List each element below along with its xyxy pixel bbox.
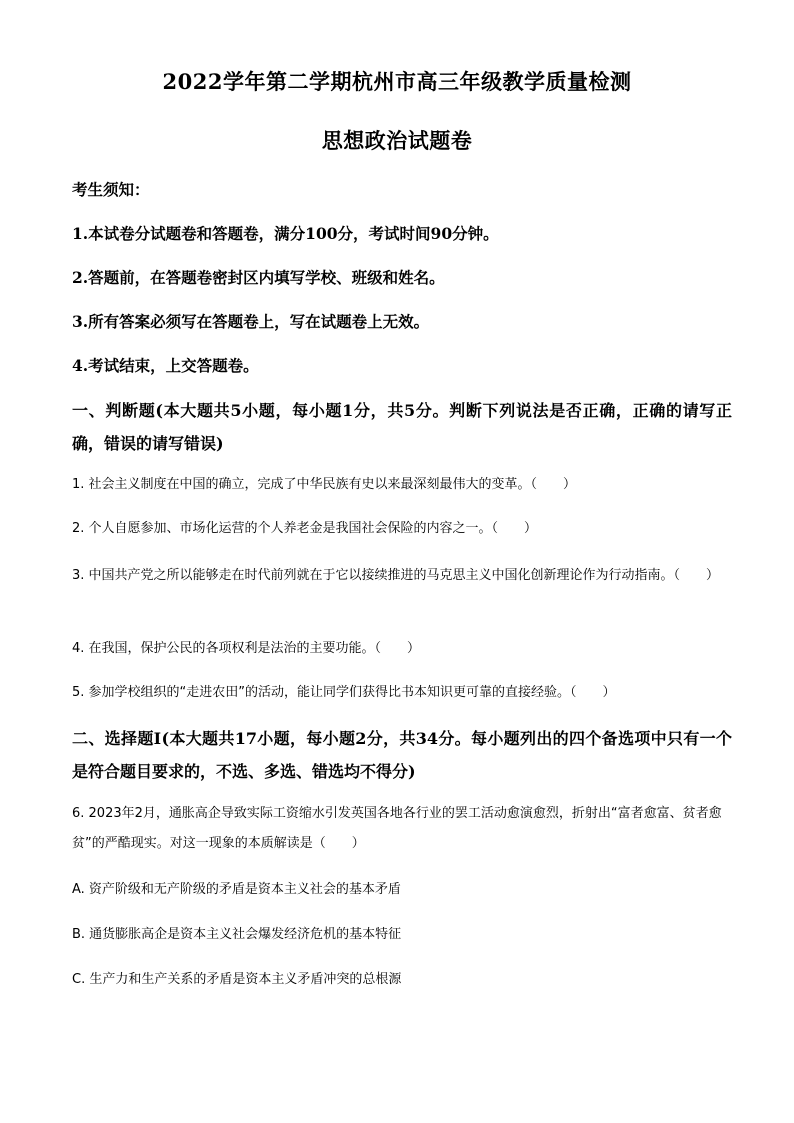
page-subtitle: 思想政治试题卷 [321,128,473,153]
question-2: 2. 个人自愿参加、市场化运营的个人养老金是我国社会保险的内容之一。（ ） [72,521,538,536]
question-6-stem: 6. 2023年2月，通胀高企导致实际工资缩水引发英国各地各行业的罢工活动愈演愈烈，折射出“富者愈富、贫者愈贫”的严酷现实。对这一现象的本质解读是（ ） [72,806,722,851]
notice-item-3: 3.所有答案必须写在答题卷上，写在试题卷上无效。 [72,312,430,331]
section-1-heading: 一、判断题(本大题共5小题，每小题1分，共5分。判断下列说法是否正确，正确的请写正确，错误的请写错误) [72,401,732,453]
page-title: 2022学年第二学期杭州市高三年级教学质量检测 [162,69,632,94]
notice-item-2: 2.答题前，在答题卷密封区内填写学校、班级和姓名。 [72,268,445,287]
section-2-heading: 二、选择题Ⅰ(本大题共17小题，每小题2分，共34分。每小题列出的四个备选项中只有一个是符合题目要求的，不选、多选、错选均不得分) [72,729,732,781]
question-5: 5. 参加学校组织的“走进农田”的活动，能让同学们获得比书本知识更可靠的直接经验。（ ） [72,685,616,700]
question-6-option-c: C. 生产力和生产关系的矛盾是资本主义矛盾冲突的总根源 [72,972,402,987]
notice-item-4: 4.考试结束，上交答题卷。 [72,356,259,375]
question-4: 4. 在我国，保护公民的各项权利是法治的主要功能。（ ） [72,641,421,656]
question-6-option-b: B. 通货膨胀高企是资本主义社会爆发经济危机的基本特征 [72,927,402,942]
notice-heading: 考生须知： [72,180,150,199]
question-1: 1. 社会主义制度在中国的确立，完成了中华民族有史以来最深刻最伟大的变革。（ ） [72,477,577,492]
notice-item-1: 1.本试卷分试题卷和答题卷，满分100分，考试时间90分钟。 [72,224,499,243]
question-6-option-a: A. 资产阶级和无产阶级的矛盾是资本主义社会的基本矛盾 [72,882,401,897]
question-3: 3. 中国共产党之所以能够走在时代前列就在于它以接续推进的马克思主义中国化创新理论作为行动指南。（ ） [72,568,720,583]
